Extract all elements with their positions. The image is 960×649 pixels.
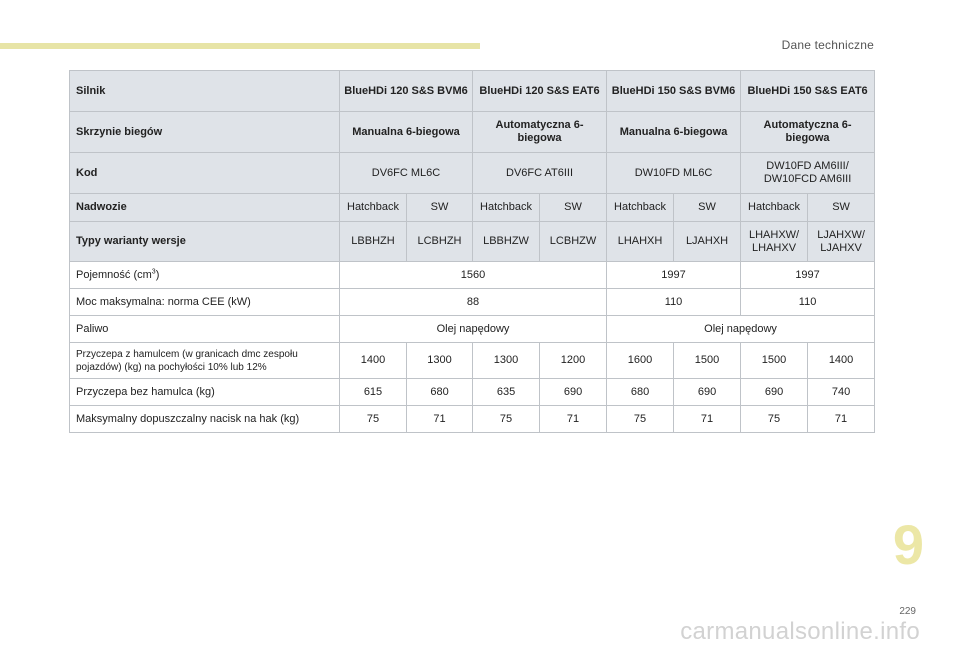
cell: 1200: [540, 343, 607, 379]
cell: 75: [473, 406, 540, 433]
cell: 690: [674, 379, 741, 406]
cell: DV6FC ML6C: [340, 153, 473, 194]
cell: Automatyczna 6-biegowa: [473, 112, 607, 153]
cell: 1400: [808, 343, 875, 379]
cell: DV6FC AT6III: [473, 153, 607, 194]
cell: 1560: [340, 262, 607, 289]
label-text: Pojemność (cm: [76, 268, 152, 281]
label-text-end: ): [155, 268, 160, 281]
cell: 71: [407, 406, 473, 433]
cell: SW: [808, 194, 875, 222]
cell: LJAHXW/ LJAHXV: [808, 222, 875, 262]
cell: LCBHZW: [540, 222, 607, 262]
cell: 615: [340, 379, 407, 406]
cell: 75: [340, 406, 407, 433]
cell: DW10FD ML6C: [607, 153, 741, 194]
cell: 110: [607, 289, 741, 316]
row-nadwozie: [70, 194, 875, 222]
cell: SW: [407, 194, 473, 222]
cell: BlueHDi 120 S&S EAT6: [473, 71, 607, 112]
row-typy: [70, 222, 875, 262]
row-label: Przyczepa z hamulcem (w granicach dmc zespołu pojazdów) (kg) na pochyłości 10% lub 12%: [70, 343, 340, 379]
cell: LHAHXH: [607, 222, 674, 262]
cell: 75: [741, 406, 808, 433]
cell: 1500: [741, 343, 808, 379]
row-kod: [70, 153, 875, 194]
cell: 88: [340, 289, 607, 316]
cell: Hatchback: [473, 194, 540, 222]
cell: SW: [540, 194, 607, 222]
row-moc: [70, 289, 875, 316]
cell: SW: [674, 194, 741, 222]
chapter-number: 9: [892, 513, 924, 576]
cell: 690: [540, 379, 607, 406]
cell: Automatyczna 6-biegowa: [741, 112, 875, 153]
row-label: Moc maksymalna: norma CEE (kW): [70, 289, 340, 316]
cell: 690: [741, 379, 808, 406]
cell: 1500: [674, 343, 741, 379]
row-silnik: [70, 71, 875, 112]
cell: 1997: [741, 262, 875, 289]
cell: 740: [808, 379, 875, 406]
header-accent-bar: [0, 43, 480, 49]
cell: BlueHDi 150 S&S EAT6: [741, 71, 875, 112]
cell: 1997: [607, 262, 741, 289]
cell: Hatchback: [741, 194, 808, 222]
specs-table: [69, 70, 875, 433]
cell: 75: [607, 406, 674, 433]
cell: 71: [808, 406, 875, 433]
cell: BlueHDi 120 S&S BVM6: [340, 71, 473, 112]
cell: 1300: [407, 343, 473, 379]
cell: Olej napędowy: [607, 316, 875, 343]
row-label: Maksymalny dopuszczalny nacisk na hak (kg): [70, 406, 340, 433]
section-title: Dane techniczne: [781, 38, 874, 52]
row-label: [70, 262, 340, 289]
cell: LJAHXH: [674, 222, 741, 262]
cell: LBBHZW: [473, 222, 540, 262]
cell: 680: [607, 379, 674, 406]
cell: 680: [407, 379, 473, 406]
row-label: Silnik: [70, 71, 340, 112]
cell: Hatchback: [340, 194, 407, 222]
cell: 635: [473, 379, 540, 406]
row-label: Paliwo: [70, 316, 340, 343]
cell: 1300: [473, 343, 540, 379]
row-pojemnosc: [70, 262, 875, 289]
cell: LBBHZH: [340, 222, 407, 262]
cell: LCBHZH: [407, 222, 473, 262]
cell: 110: [741, 289, 875, 316]
cell: 71: [540, 406, 607, 433]
watermark: carmanualsonline.info: [680, 618, 920, 645]
cell: Manualna 6-biegowa: [607, 112, 741, 153]
cell: LHAHXW/ LHAHXV: [741, 222, 808, 262]
label-superscript: 3: [151, 267, 156, 275]
cell: Manualna 6-biegowa: [340, 112, 473, 153]
row-label: Skrzynie biegów: [70, 112, 340, 153]
cell: 71: [674, 406, 741, 433]
row-przyczepa-hamulec: [70, 343, 875, 379]
cell: Olej napędowy: [340, 316, 607, 343]
cell: 1400: [340, 343, 407, 379]
cell: 1600: [607, 343, 674, 379]
cell: BlueHDi 150 S&S BVM6: [607, 71, 741, 112]
row-label: Typy warianty wersje: [70, 222, 340, 262]
row-label: Przyczepa bez hamulca (kg): [70, 379, 340, 406]
page-number: 229: [899, 606, 916, 617]
row-label: Kod: [70, 153, 340, 194]
row-przyczepa-bez-hamulca: [70, 379, 875, 406]
row-paliwo: [70, 316, 875, 343]
row-label: Nadwozie: [70, 194, 340, 222]
row-skrzynie: [70, 112, 875, 153]
row-nacisk-hak: [70, 406, 875, 433]
cell: DW10FD AM6III/ DW10FCD AM6III: [741, 153, 875, 194]
cell: Hatchback: [607, 194, 674, 222]
